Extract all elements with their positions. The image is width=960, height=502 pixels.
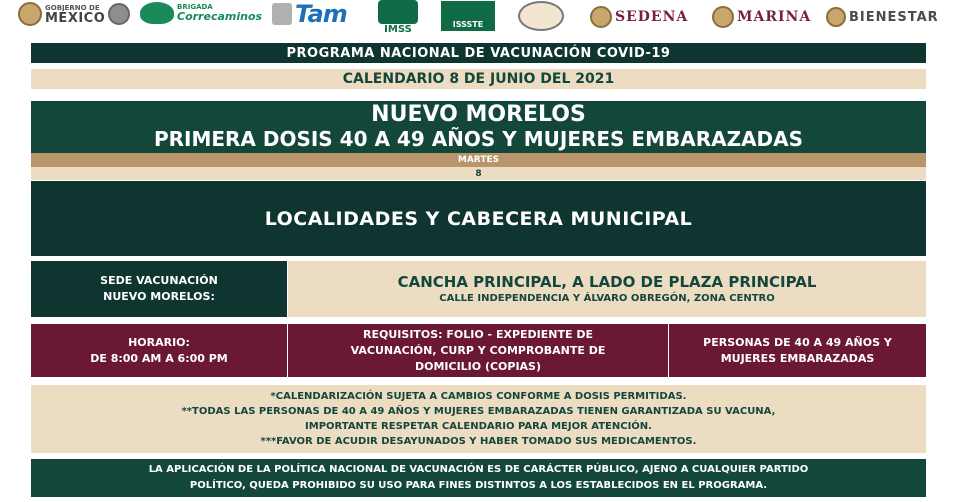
note-line2: **TODAS LAS PERSONAS DE 40 A 49 AÑOS Y MUJERES EMBARAZADAS TIENEN GARANTIZADA SU VACUNA, xyxy=(181,406,776,417)
bienestar-logo xyxy=(826,7,939,27)
issste-text: ISSSTE xyxy=(452,20,484,29)
schedule-line1: HORARIO: xyxy=(128,335,190,349)
localities-heading: LOCALIDADES Y CABECERA MUNICIPAL xyxy=(264,207,693,230)
audience-line1: PERSONAS DE 40 A 49 AÑOS Y xyxy=(703,335,892,349)
audience-cell xyxy=(669,324,926,377)
calendar-date-bar xyxy=(31,69,926,89)
disclaimer-box xyxy=(31,459,926,497)
venue-label-line1: SEDE VACUNACIÓN xyxy=(100,274,218,287)
day-number-bar xyxy=(31,167,926,180)
national-shield-logo xyxy=(518,1,564,31)
note-line3: IMPORTANTE RESPETAR CALENDARIO PARA MEJOR ATENCIÓN. xyxy=(305,421,652,432)
sedena-emblem-icon xyxy=(590,6,612,28)
dose-group: PRIMERA DOSIS 40 A 49 AÑOS Y MUJERES EMBARAZADAS xyxy=(153,127,804,151)
requirements-line2: VACUNACIÓN, CURP Y COMPROBANTE DE xyxy=(350,343,606,357)
venue-label-cell xyxy=(31,261,287,317)
bienestar-text: BIENESTAR xyxy=(849,9,939,25)
issste-logo xyxy=(441,1,495,31)
venue-label-line2: NUEVO MORELOS: xyxy=(103,290,215,303)
disclaimer-line1: LA APLICACIÓN DE LA POLÍTICA NACIONAL DE VACUNACIÓN ES DE CARÁCTER PÚBLICO, AJENO A CUALQUIER PARTIDO xyxy=(148,464,809,475)
sedena-logo xyxy=(590,6,688,28)
day-number: 8 xyxy=(475,168,482,179)
schedule-line2: DE 8:00 AM A 6:00 PM xyxy=(90,351,228,365)
calendar-date: CALENDARIO 8 DE JUNIO DEL 2021 xyxy=(342,71,615,87)
logo-strip xyxy=(0,0,960,36)
bienestar-emblem-icon xyxy=(826,7,846,27)
marina-logo xyxy=(712,6,811,28)
day-name: MARTES xyxy=(457,155,500,165)
brigada-small-text: BRIGADA xyxy=(177,3,213,11)
seal-icon xyxy=(108,3,130,25)
audience-line2: MUJERES EMBARAZADAS xyxy=(720,351,875,365)
requirements-line3: DOMICILIO (COPIAS) xyxy=(414,359,542,373)
marina-emblem-icon xyxy=(712,6,734,28)
localities-bar xyxy=(31,181,926,256)
brigada-correcaminos-logo xyxy=(140,2,262,24)
mexico-eagle-icon xyxy=(18,2,42,26)
municipality-header xyxy=(31,101,926,153)
note-line4: ***FAVOR DE ACUDIR DESAYUNADOS Y HABER TOMADO SUS MEDICAMENTOS. xyxy=(260,436,697,447)
national-shield-icon xyxy=(518,1,564,31)
tamaulipas-seal-icon xyxy=(272,3,292,25)
venue-detail-cell xyxy=(288,261,926,317)
tam-text: Tam xyxy=(295,0,347,28)
program-title: PROGRAMA NACIONAL DE VACUNACIÓN COVID-19 xyxy=(286,45,671,61)
imss-logo xyxy=(378,0,418,35)
gobierno-mexico-logo xyxy=(18,2,130,26)
program-title-bar xyxy=(31,43,926,63)
requirements-cell xyxy=(288,324,668,377)
venue-name: CANCHA PRINCIPAL, A LADO DE PLAZA PRINCIPAL xyxy=(397,273,817,291)
issste-emblem-icon xyxy=(441,1,495,31)
day-name-bar xyxy=(31,153,926,167)
gobierno-big-text: MÉXICO xyxy=(45,10,106,26)
imss-emblem-icon xyxy=(378,0,418,24)
imss-text: IMSS xyxy=(384,24,412,35)
note-line1: *CALENDARIZACIÓN SUJETA A CAMBIOS CONFORME A DOSIS PERMITIDAS. xyxy=(270,391,687,402)
disclaimer-line2: POLÍTICO, QUEDA PROHIBIDO SU USO PARA FINES DISTINTOS A LOS ESTABLECIDOS EN EL PROGRAMA. xyxy=(189,480,768,491)
schedule-cell xyxy=(31,324,287,377)
gobierno-small-text: GOBIERNO DE xyxy=(45,3,100,12)
marina-text: MARINA xyxy=(737,9,812,25)
notes-box xyxy=(31,385,926,453)
tamaulipas-logo xyxy=(272,2,347,26)
roadrunner-icon xyxy=(140,2,174,24)
venue-address: CALLE INDEPENDENCIA Y ÁLVARO OBREGÓN, ZONA CENTRO xyxy=(439,293,775,304)
requirements-line1: REQUISITOS: FOLIO - EXPEDIENTE DE xyxy=(363,327,593,341)
municipality-name: NUEVO MORELOS xyxy=(371,102,586,127)
brigada-big-text: Correcaminos xyxy=(177,10,263,23)
sedena-text: SEDENA xyxy=(615,9,689,25)
